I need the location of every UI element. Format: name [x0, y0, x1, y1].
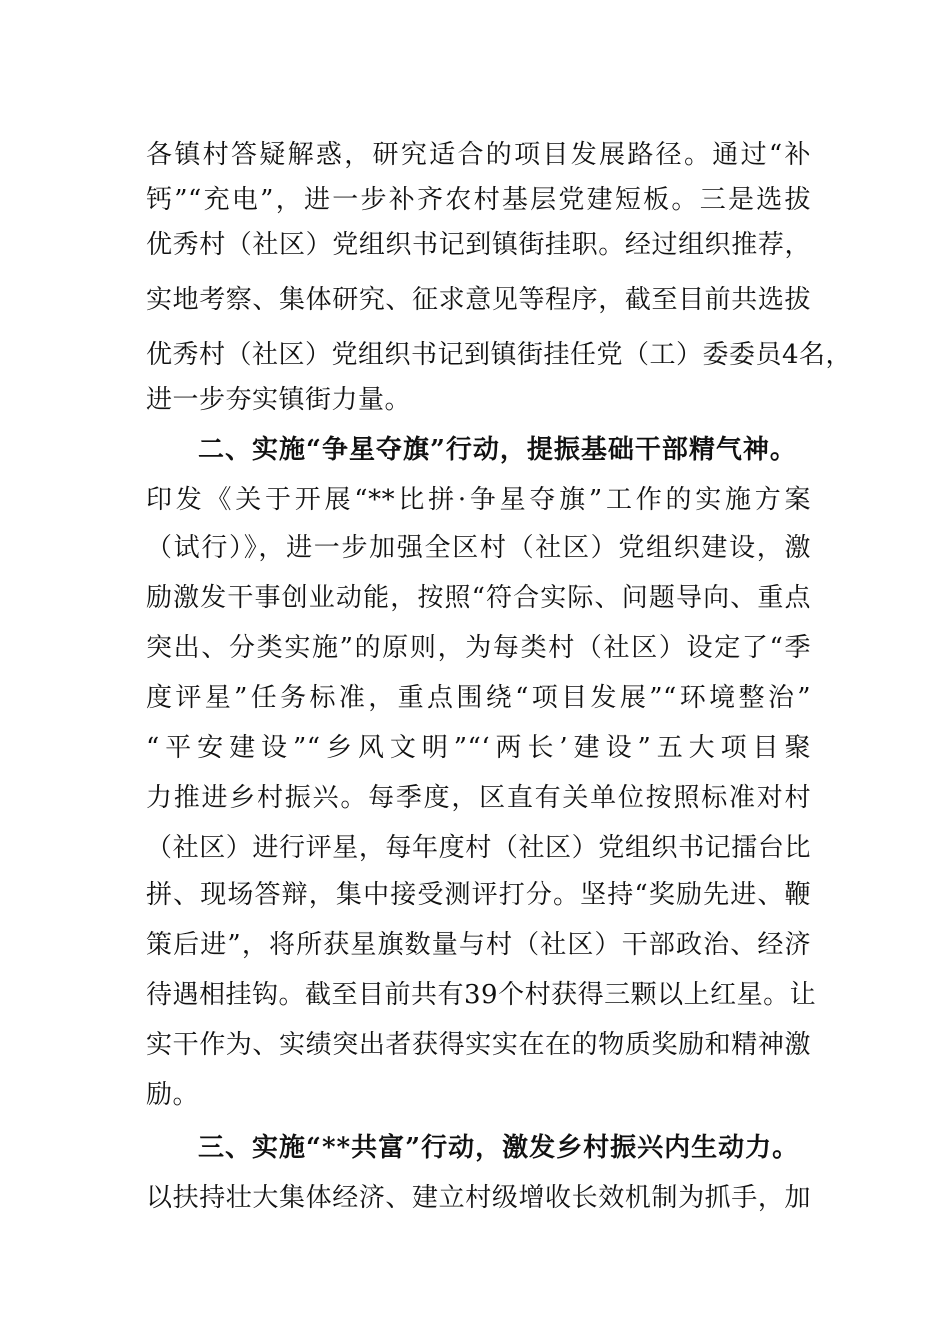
body-text-line: “平安建设”“乡风文明”“‘两长’建设”五大项目聚	[146, 733, 811, 763]
body-text-line: 实地考察、集体研究、征求意见等程序，截至目前共选拔	[146, 285, 811, 315]
body-text-line: 钙”“充电”，进一步补齐农村基层党建短板。三是选拔	[146, 185, 811, 215]
body-text-line: 实干作为、实绩突出者获得实实在在的物质奖励和精神激	[146, 1030, 811, 1060]
body-text-line: 励。	[146, 1080, 200, 1110]
body-text-line: 各镇村答疑解惑，研究适合的项目发展路径。通过“补	[146, 140, 811, 170]
body-text-line: 优秀村（社区）党组织书记到镇街挂职。经过组织推荐，	[146, 230, 811, 260]
body-text-line: 优秀村（社区）党组织书记到镇街挂任党（工）委委员4名，	[146, 340, 853, 370]
section-heading-3: 三、实施“**共富”行动，激发乡村振兴内生动力。	[198, 1133, 800, 1163]
body-text-line: 突出、分类实施”的原则，为每类村（社区）设定了“季	[146, 633, 811, 663]
body-text-line: 策后进”，将所获星旗数量与村（社区）干部政治、经济	[146, 930, 811, 960]
body-text-line: 力推进乡村振兴。每季度，区直有关单位按照标准对村	[146, 783, 811, 813]
section-heading-2: 二、实施“争星夺旗”行动，提振基础干部精气神。	[198, 435, 797, 465]
body-text-line: 以扶持壮大集体经济、建立村级增收长效机制为抓手，加	[146, 1183, 811, 1213]
body-text-line: （社区）进行评星，每年度村（社区）党组织书记擂台比	[146, 833, 811, 863]
body-text-line: 度评星”任务标准，重点围绕“项目发展”“环境整治”	[146, 683, 811, 713]
body-text-line: （试行）》，进一步加强全区村（社区）党组织建设，激	[146, 533, 811, 563]
body-text-line: 待遇相挂钩。截至目前共有39个村获得三颗以上红星。让	[146, 980, 817, 1010]
body-text-line: 拼、现场答辩，集中接受测评打分。坚持“奖励先进、鞭	[146, 880, 811, 910]
body-text-line: 印发《关于开展“**比拼·争星夺旗”工作的实施方案	[146, 485, 811, 515]
body-text-line: 进一步夯实镇街力量。	[146, 385, 412, 415]
body-text-line: 励激发干事创业动能，按照“符合实际、问题导向、重点	[146, 583, 811, 613]
